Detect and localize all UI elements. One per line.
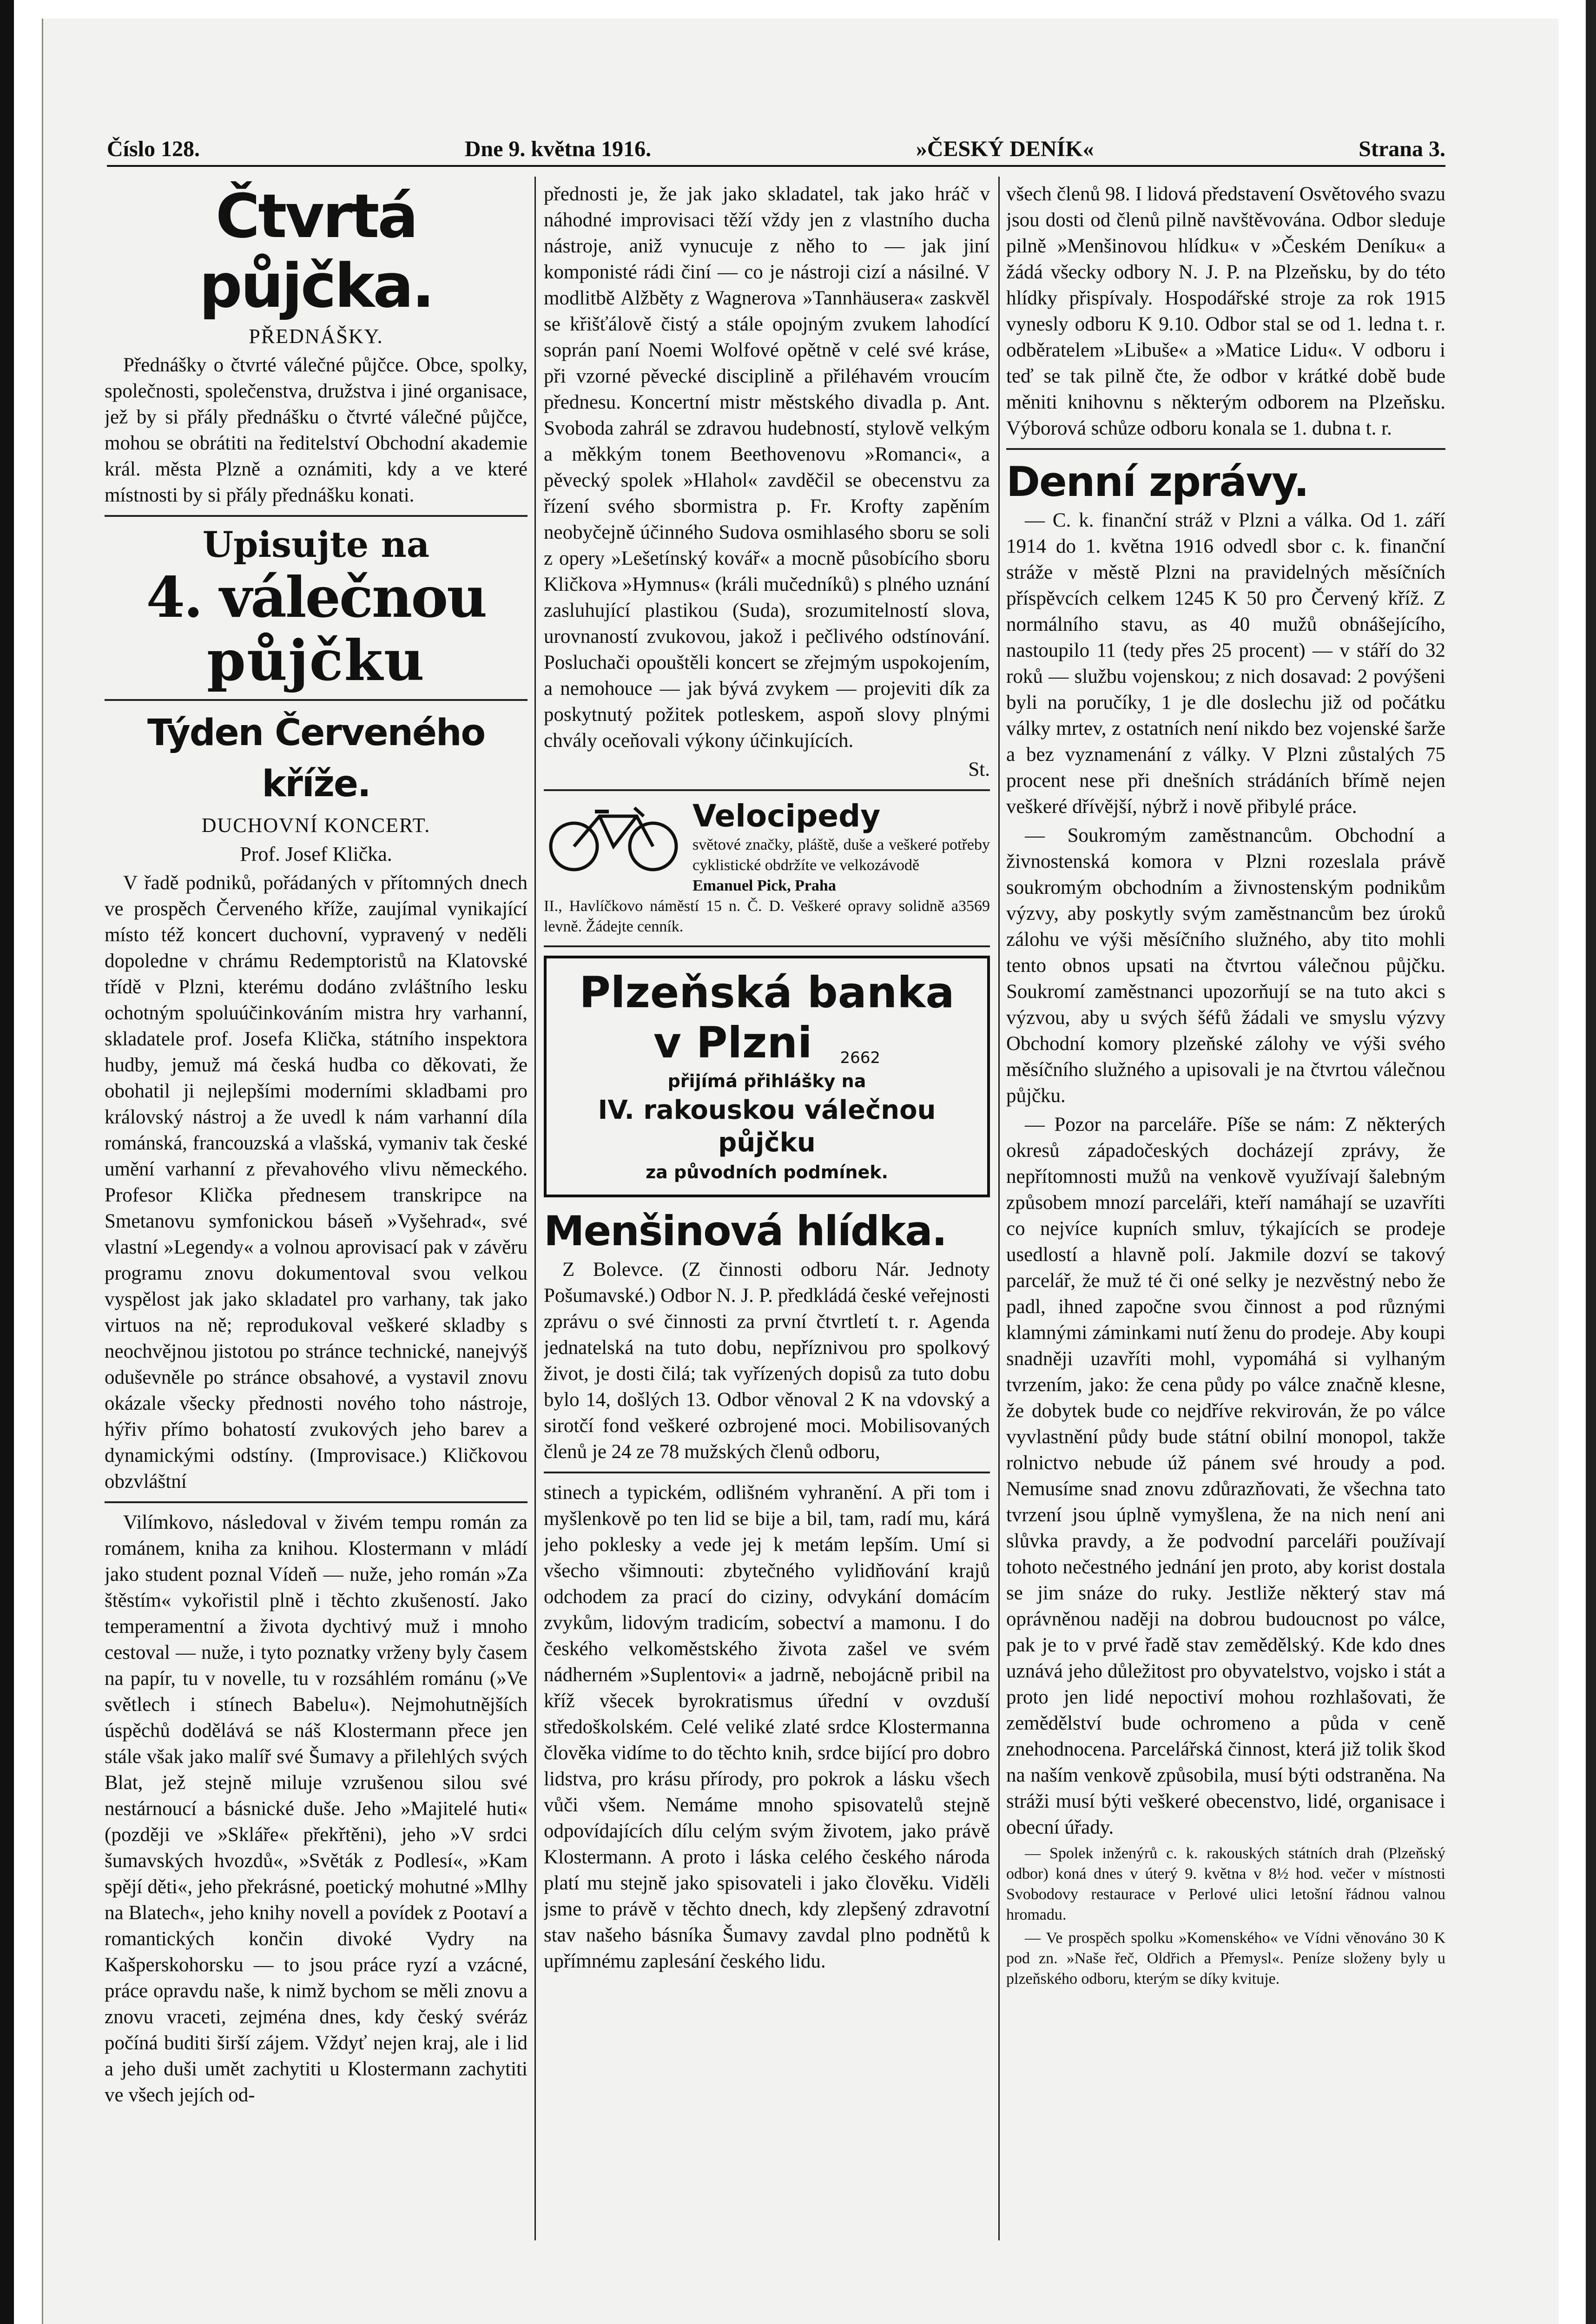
divider	[544, 945, 990, 947]
page-edge-right	[1586, 0, 1596, 2324]
section-title: Menšinová hlídka.	[544, 1207, 947, 1255]
article-paragraph: přednosti je, že jak jako skladatel, tak jako hráč v náhodné improvisaci těží vždy jen z vlastního ducha nástroje, aniž vynucuje z něho to — jak jiní komponisté rádi činí — co je nástroji cizí a násilné. V modlitbě Alžběty z Wagnerova »Tannhäusera« zaskvěl se křišťálově čistý a stále opojným zvukem lahodící soprán paní Noemi Wolfové opětně v celé své kráse, při vzorné pěvecké disciplině a přiléhavém vroucím přednesu. Koncertní mistr městského divadla p. Ant. Svoboda zahrál se zdravou hudebností, stylově velkým a měkkým tonem Beethovenovu »Romanci«, a pěvecký spolek »Hlahol« zavděčil se obecenstvu za řízení svého sbormistra p. Fr. Krofty zapěním neobyčejně účinného Sudova osmihlasého sboru se soli z opery »Lešetínský kovář« a mocně působícího sboru Kličkova »Hymnus« (králi mučedníků) s plného uznání zasluhující plastikou (Suda), srozumitelností slova, urovnaností zvukovou, jakož i pečlivého odstínování. Posluchači opouštěli koncert se zřejmým uspokojením, a nemohouce — jak bývá zvykem — projeviti dík za poskytnutý požitek potleskem, aspoň slovy plnými chvály oceňovali výkony účinkujících.	[544, 183, 990, 752]
article-paragraph: V řadě podniků, pořádaných v přítomných dnech ve prospěch Červeného kříže, zaujímal vynikající místo též koncert duchovní, vypravený v neděli dopoledne v chrámu Redemptoristů na Klatovské třídě v Plzni, kterému dodáno zvláštního lesku ochotným spoluúčinkováním mistra hry varhanní, skladatele prof. Josefa Klička, státního inspektora hudby, jemuž má česká hudba co děkovati, že obohatil ji nejlepšími moderními skladbami pro královský nástroj a že uvedl k nám varhanní díla románská, francouzská a vlašská, vymaniv tak české umění varhanní z převahového vlivu německého. Profesor Klička přednesem transkripce na Smetanovu symfonickou báseň »Vyšehrad«, své vlastní »Legendy« a volnou aprovisací pak v závěru programu znovu dokumentoval svou velkou vyspělost jak jako skladatel pro varhany, tak jako virtuos na ně; reprodukoval veškeré skladby s neochvějnou jistotou po stránce technické, nanejvýš oduševněle po stránce obsahové, a vystavil znovu okázale všecky přednosti nového toho nástroje, hýřiv přímo bohatostí zvukových jeho barev a dynamickými odstíny. (Improvisace.) Kličkovou obzvláštní	[105, 872, 528, 1492]
ad-address-row	[544, 896, 990, 937]
bank-line: IV. rakouskou válečnou půjčku	[598, 1095, 936, 1158]
divider	[1006, 448, 1445, 450]
article-paragraph: stinech a typickém, odlišném vyhranění. A při tom i myšlenkově po ten lid se bije a bil, tam, radí mu, kárá jeho poklesky a vede jej k metám lepším. Umí si všecho všimnouti: zbytečného vylidňování krajů odchodem za prací do ciziny, odvykání domácím zvykům, lidovým tradicím, sobectví a mamonu. I do českého velkoměstského života zašel ve svém nádherném »Suplentovi« a jadrně, nebojácně pribil na kříž všecek byrokratismus úřední v ovzduší středoškolském. Celé veliké zlaté srdce Klostermanna člověka vidíme to do těchto knih, srdce bijící pro dobro lidstva, pro krásu přírody, pro pokrok a lásku všech vůči všem. Nemáme mnoho spisovatelů stejně odpovídajících dílu celým svým životem, jako právě Klostermann. A proto i láska celého českého národa platí mu stejně jako spisovateli i jako člověku. Viděli jsme to právě v těchto dnech, kdy zlepšený zdravotní stav našeho básníka Šumavy zavdal plno podnětů k upřímnému zaplesání českého lidu.	[544, 1482, 990, 1972]
article-author: Prof. Josef Klička.	[240, 843, 392, 865]
ad-address: II., Havlíčkovo náměstí 15 n. Č. D. Veškeré opravy solidně a levně. Žádejte cenník.	[544, 898, 958, 935]
news-item: — Pozor na parceláře. Píše se nám: Z některých okresů západočeských docházejí zprávy, že nepřítomnosti mužů na venkově využívají šalebným způsobem mnozí parceláři, kteří namáhají se uzavříti co nejvíce kupních smluv, týkajících se prodeje usedlostí a hlavně polí. Jakmile dozví se takový parcelář, že muž té či oné selky je nezvěstný nebo že padl, ihned započne svou činnost a pod různými klamnými záminkami nutí ženu do prodeje. Aby koupi snadněji uzavříti mohl, vypomáhá si vylhaným tvrzením, jako: že cena půdy po válce značně klesne, že dobytek bude co nejdříve rekvirován, že po válce vyvlastnění půdy bude státní obilní monopol, takže rolnictvo nebude úž pánem své hroudy a pod. Nemusíme snad znovu zdůrazňovati, že všechna tato tvrzení jsou úplně vymyšlena, že na nich není ani slůvka pravdy, a že podvodní parceláři používají tohoto nečestného jednání jen proto, aby korist dostala se jim snáze do ruky. Jestliže některý stav má oprávněnou naději na dobrou budoucnost po válce, pak je to v prvé řadě stav zemědělský. Kde kdo dnes uznává jeho důležitost pro obyvatelstvo, vojsko i stát a proto jen lidé nepoctiví mohou rozhlašovati, že zemědělství bude ochromeno a půda v ceně znehodnocena. Parcelářská činnost, která již tolik škod na naším venkově způsobila, musí býti odstraněna. Na stráži musí býti veškeré obecenstvo, lidé, organisace i obecní úřady.	[1006, 1114, 1445, 1838]
article-title: Čtvrtá půjčka.	[199, 181, 433, 321]
newspaper-name: »ČESKÝ DENÍK«	[916, 136, 1094, 161]
page-edge-left	[0, 0, 14, 2324]
news-item: — Soukromým zaměstnancům. Obchodní a živnostenská komora v Plzni rozeslala právě soukromým obchodním a živnostenským podnikům výzvy, aby poskytly svým zaměstnancům bez úroků zálohu ve výši měsíčního služného, aby tito mohli tento obnos upsati na čtvrtou válečnou půjčku. Soukromí zaměstnanci upozorňují se na tuto akci s výzvou, aby u svých šéfů žádali ve smyslu výzvy Obchodní komory plzeňské zálohy ve výši svého měsíčního služného a upisovali je na čtvrtou válečnou půjčku.	[1006, 825, 1445, 1107]
bank-ad-number: 2662	[840, 1049, 881, 1067]
article-subtitle: PŘEDNÁŠKY.	[249, 325, 383, 348]
bicycle-icon	[544, 798, 683, 872]
news-item: — Ve prospěch spolku »Komenského« ve Vídni věnováno 30 K pod zn. »Naše řeč, Oldřich a Přemysl«. Peníze složeny byly u plzeňského odboru, kterým se díky kvituje.	[1006, 1929, 1445, 1987]
bank-line: přijímá přihlášky na	[667, 1071, 866, 1091]
bank-city: v Plzni	[653, 1018, 812, 1068]
column-divider-1	[534, 177, 536, 2240]
article-signature: St.	[968, 759, 990, 780]
article-paragraph: všech členů 98. I lidová představení Osvětového svazu jsou dosti od členů pilně navštěvována. Odbor sleduje pilně »Menšinovou hlídku« v »Českém Deníku« a žádá všecky odbory N. J. P. na Plzeňsku, by do této hlídky přispívaly. Hospodářské stroje za rok 1915 vynesly odboru K 9.10. Odbor stal se od 1. ledna t. r. odběratelem »Libuše« a »Matice Lidu«. V odboru i teď se tak pilně čte, že odbor v krátké době bude měniti knihovnu s některým odborem na Plzeňsku. Výborová schůze odboru konala se 1. dubna t. r.	[1006, 183, 1445, 439]
ad-number: 3569	[958, 898, 990, 915]
bank-line: za původních podmínek.	[646, 1162, 888, 1182]
column-3	[1006, 181, 1445, 2236]
ad-line: Upisujte na	[202, 524, 430, 565]
news-item: — C. k. finanční stráž v Plzni a válka. Od 1. září 1914 do 1. května 1916 odvedl sbor c. k. finanční stráže v městě Plzni na pravidelných měsíčních příspěvcích celkem 1245 K 50 pro Červený kříž. Z normálního stavu, as 40 mužů obnášejícího, nastoupilo 11 (tedy přes 25 procent) — v stáří do 32 roků — službu vojenskou; z nich dosavad: 2 povýšeni byli na poručíky, 1 je dle doslechu již od počátku války mrtev, z ostatních není nikdo bez vojenské šarže a bez vyznamenání z války. V Plzni zůstalých 75 procent nese při dnešních strádáních břímě nejen veškeré dřívější, nýbrž i nově přibylé práce.	[1006, 509, 1445, 818]
divider	[105, 699, 528, 701]
article-paragraph: Vilímkovo, následoval v živém tempu román za románem, kniha za knihou. Klostermann v mládí jako student poznal Vídeň — nuže, jeho román »Za štěstím« vykořistil plně i těchto zkušeností. Jako temperamentní a života dychtivý muž i mnoho cestoval — nuže, i tyto poznatky vrženy byly časem na papír, tu v novelle, tu v rozsáhlém románu (»Ve světlech i stínech Babelu«). Nejmohutnějších úspěchů dodělává se náš Klostermann přece jen stále však jako malíř své Šumavy a přilehlých svých Blat, jež stejně miluje vzrušenou silou své nestárnoucí a básnické duše. Jeho »Majitelé huti« (později ve »Skláře« překřtěni), jeho »V srdci šumavských hvozdů«, »Světák z Podlesí«, »Kam spějí děti«, jeho překrásné, poetický mohutné »Mlhy na Blatech«, jeho knihy novell a povídek z Pootaví a romantických končin divoké Vydry na Kašperskohorsku — to jsou práce ryzí a vzácné, práce opravdu naše, k nimž bychom se měli znovu a znovu vraceti, zejména dnes, kdy český svéráz počíná buditi širší zájem. Vždyť nejen kraj, ale i lid a jeho duši umět zachytiti u Klostermann zachytiti ve všech jejích od-	[105, 1512, 528, 2106]
article-paragraph: Přednášky o čtvrté válečné půjčce. Obce, spolky, společnosti, společenstva, družstva i jiné organisace, jež by si přály přednášku o čtvrté válečné půjčce, mohou se obrátiti na ředitelství Obchodní akademie král. města Plzně a oznámiti, kdy a ve které místnosti by si přály přednášku konati.	[105, 354, 528, 506]
article-paragraph: Z Bolevce. (Z činnosti odboru Nár. Jednoty Pošumavské.) Odbor N. J. P. předkládá české veřejnosti zprávu o své činnosti za první čtvrtletí t. r. Agenda jednatelská na tuto dobu, nepříznivou pro spolkový život, je dosti čilá; tak vyřízených dopisů za tuto dobu bylo 14, došlých 13. Odbor věnoval 2 K na vdovský a sirotčí fond veškeré ozbrojené moci. Mobilisovaných členů je 24 ze 78 mužských členů odboru,	[544, 1259, 990, 1463]
loan-advertisement	[105, 523, 528, 693]
divider	[544, 1472, 990, 1473]
section-title: Denní zprávy.	[1006, 458, 1308, 506]
bank-advertisement	[544, 956, 990, 1197]
section-title: Týden Červeného kříže.	[147, 712, 485, 805]
divider	[105, 515, 528, 517]
ad-company: Emanuel Pick, Praha	[692, 877, 836, 894]
issue-date: Dne 9. května 1916.	[464, 136, 652, 161]
column-divider-2	[998, 177, 1000, 2240]
column-1	[105, 181, 528, 2236]
ad-title: Velocipedy	[692, 798, 881, 834]
ad-line: 4. válečnou	[146, 565, 486, 630]
divider	[105, 1501, 528, 1503]
ad-text: světové značky, pláště, duše a veškeré potřeby cyklistické obdržíte ve velkozávodě	[692, 836, 990, 874]
page-number: Strana 3.	[1359, 136, 1445, 161]
article-subtitle: DUCHOVNÍ KONCERT.	[201, 814, 431, 837]
issue-number: Číslo 128.	[107, 136, 200, 161]
bicycle-advertisement	[544, 798, 990, 896]
news-item: — Spolek inženýrů c. k. rakouských státních drah (Plzeňský odbor) koná dnes v úterý 9. května v 8½ hod. večer v místnosti Svobodovy restaurace v Perlové ulici letošní řádnou valnou hromadu.	[1006, 1845, 1445, 1923]
divider	[544, 789, 990, 791]
bank-title: Plzeňská banka	[579, 968, 955, 1017]
column-2	[544, 181, 990, 2236]
ad-line: půjčku	[206, 628, 426, 693]
page-header	[107, 132, 1445, 167]
